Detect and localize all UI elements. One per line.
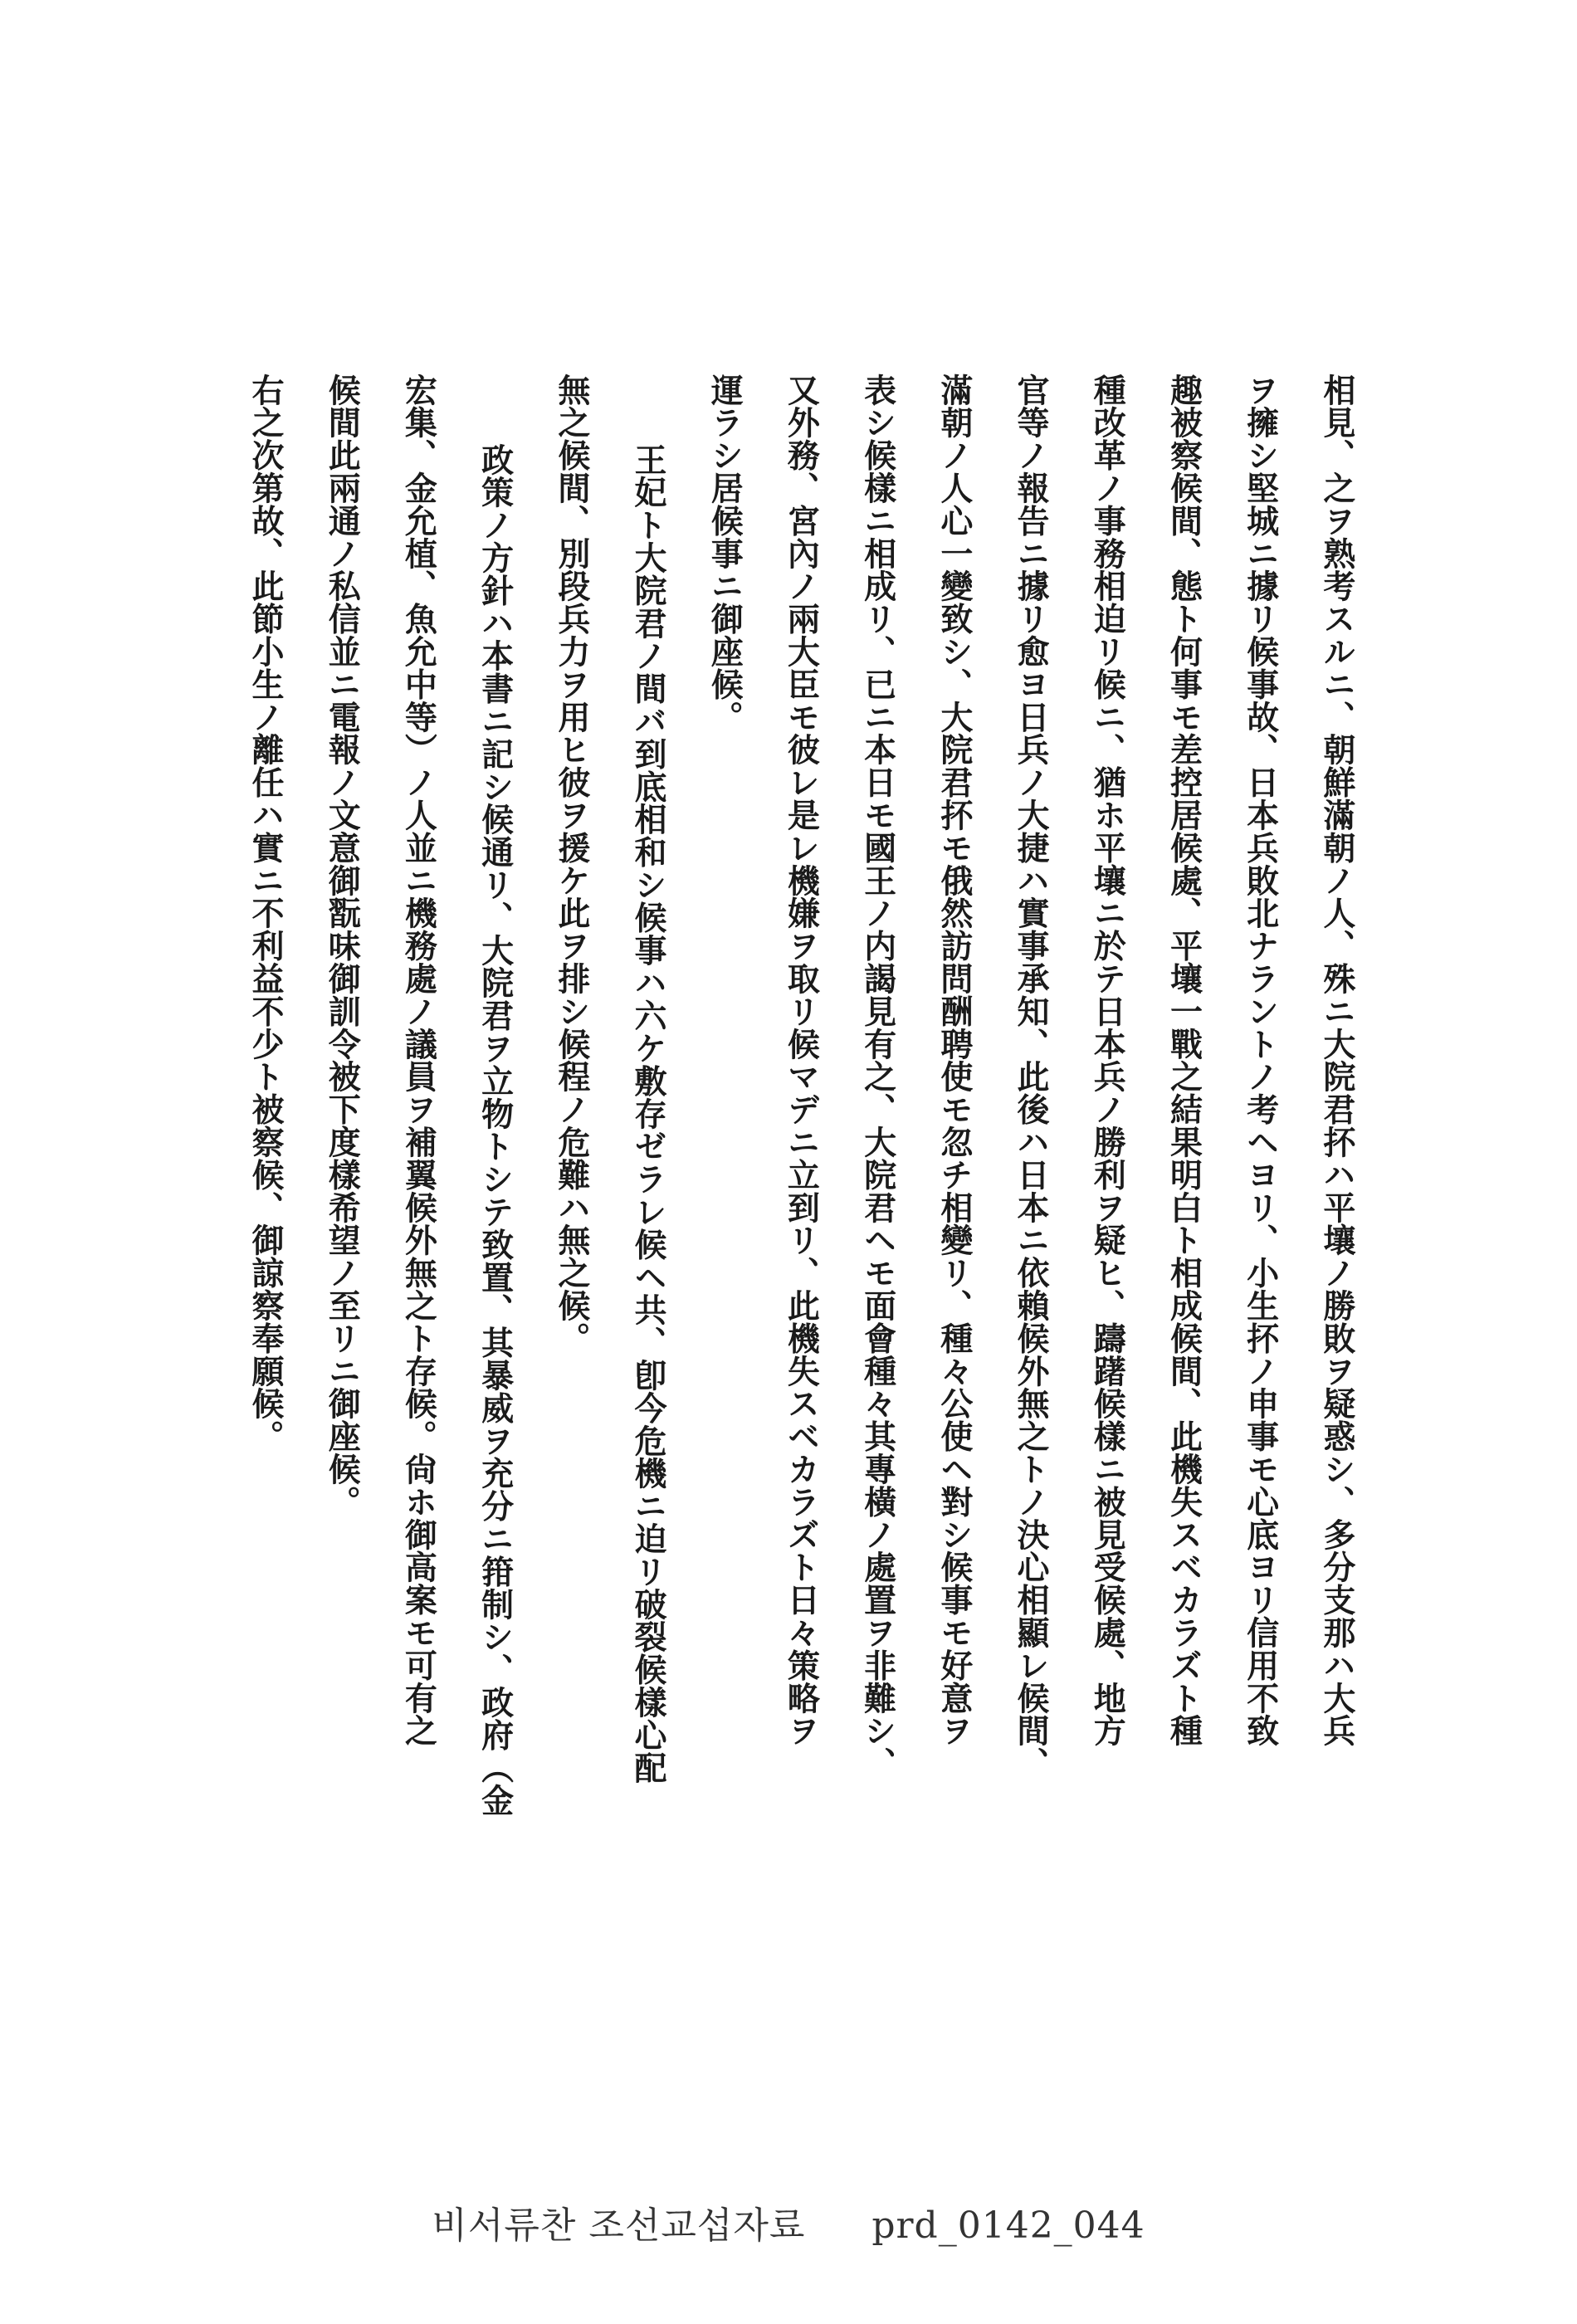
text-column: 王妃ト大院君ノ間バ到底相和シ候事ハ六ケ敷存ゼラレ候ヘ共、卽今危機ニ迫リ破裂候樣心配 xyxy=(629,443,668,1784)
text-column: 運ラシ居候事ニ御座候。 xyxy=(706,374,745,734)
text-column: 右之次第故、此節小生ノ離任ハ實ニ不利益不少ト被察候、御諒察奉願候。 xyxy=(247,374,285,1453)
page-footer xyxy=(0,2195,1577,2248)
text-column: 又外務、宮內ノ兩大臣モ彼レ是レ機嫌ヲ取リ候マデニ立到リ、此機失スベカラズト日々策略ヲ xyxy=(782,374,821,1747)
text-column: 宏集、金允植、魚允中等）ノ人並ニ機務處ノ議員ヲ補翼候外無之ト存候。尙ホ御高案モ可有之 xyxy=(399,374,438,1747)
collection-title: 비서류찬 조선교섭자료 xyxy=(432,2204,806,2247)
text-column: 相見、之ヲ熟考スルニ、朝鮮滿朝ノ人、殊ニ大院君抔ハ平壤ノ勝敗ヲ疑惑シ、多分支那ハ大兵 xyxy=(1317,374,1356,1747)
text-column: 滿朝ノ人心一變致シ、大院君抔モ俄然訪問酬聘使モ忽チ相變リ、種々公使ヘ對シ候事モ好意ヲ xyxy=(935,374,974,1747)
text-column: 政策ノ方針ハ本書ニ記シ候通リ、大院君ヲ立物トシテ致置、其暴威ヲ充分ニ箝制シ、政府（金 xyxy=(476,443,515,1817)
text-column: 無之候間、別段兵力ヲ用ヒ彼ヲ援ケ此ヲ排シ候程ノ危難ハ無之候。 xyxy=(552,374,591,1355)
text-column: 表シ候樣ニ相成リ、已ニ本日モ國王ノ内謁見有之、大院君ヘモ面會種々其專橫ノ處置ヲ非難シ、 xyxy=(858,374,897,1780)
text-column: 種改革ノ事務相迫リ候ニ、猶ホ平壤ニ於テ日本兵ノ勝利ヲ疑ヒ、躊躇候樣ニ被見受候處、地方 xyxy=(1088,374,1127,1747)
text-column: 趣被察候間、態ト何事モ差控居候處、平壤一戰之結果明白ト相成候間、此機失スベカラズト種 xyxy=(1164,374,1204,1747)
text-column: 候間此兩通ノ私信並ニ電報ノ文意御翫味御訓令被下度樣希望ノ至リニ御座候。 xyxy=(323,374,362,1518)
page-id: prd_0142_044 xyxy=(872,2204,1145,2247)
text-column: 官等ノ報告ニ據リ愈ヨ日兵ノ大捷ハ實事承知、此後ハ日本ニ依賴候外無之トノ決心相顯レ候間、 xyxy=(1012,374,1051,1780)
text-column: ヲ擁シ堅城ニ據リ候事故、日本兵敗北ナラントノ考ヘヨリ、小生抔ノ申事モ心底ヨリ信用不致 xyxy=(1241,374,1280,1747)
vertical-text-body xyxy=(247,374,1356,1868)
